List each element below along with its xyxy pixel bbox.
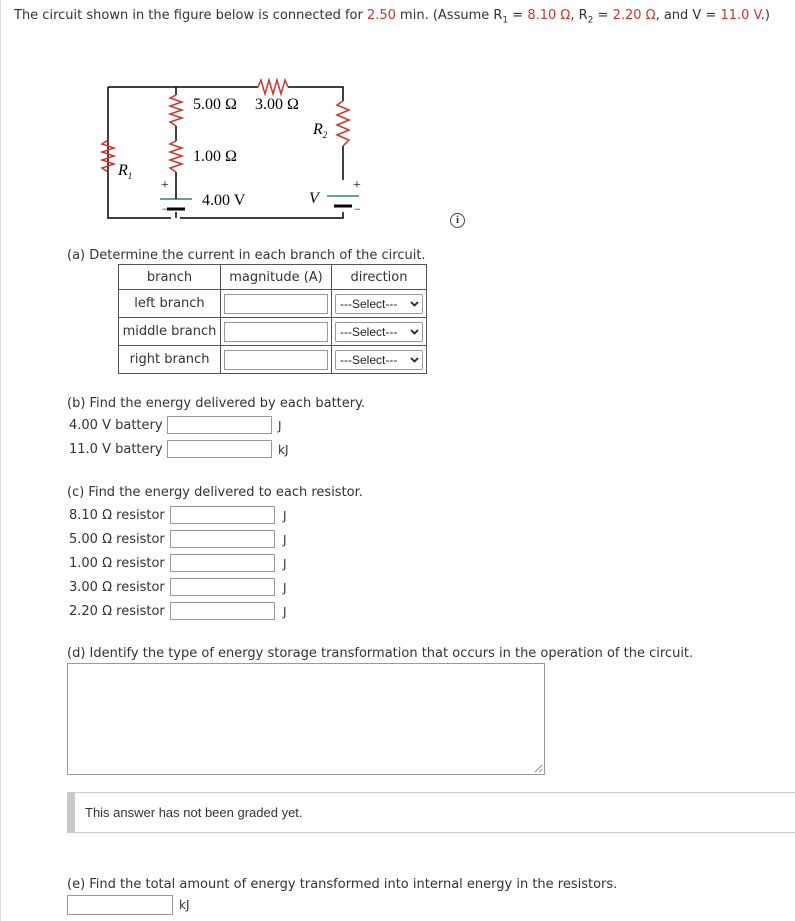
total-internal-energy-unit: kJ <box>179 898 190 912</box>
resistor-1-label: 1.00 Ω resistor <box>69 556 165 571</box>
current-table <box>118 264 427 374</box>
label-minus-left: − <box>162 202 169 216</box>
middle-branch-direction-select[interactable] <box>335 322 423 342</box>
resistor-r2 <box>337 101 349 146</box>
magnitude-cell <box>221 318 332 346</box>
resistor-3-unit: J <box>283 581 287 595</box>
label-v: V <box>309 190 319 207</box>
time-value: 2.50 <box>366 8 396 23</box>
resistor-1-energy-input[interactable] <box>170 554 275 572</box>
branch-middle-label: middle branch <box>119 318 221 346</box>
direction-cell <box>332 346 427 374</box>
status-bar <box>67 793 75 832</box>
battery-4v-energy-input[interactable] <box>167 416 272 434</box>
wire-right-bottom <box>180 212 343 218</box>
header-branch: branch <box>119 265 221 290</box>
left-branch-magnitude-input[interactable] <box>224 294 328 314</box>
part-b-prompt: (b) Find the energy delivered by each battery. <box>67 396 366 411</box>
chevron-down-icon <box>410 301 419 307</box>
resistor-3-energy-input[interactable] <box>170 578 275 596</box>
label-r1 <box>118 162 132 181</box>
r2-value: 2.20 Ω <box>612 8 656 23</box>
table-row <box>119 346 427 374</box>
statement-text: , and V = <box>655 8 721 23</box>
select-value: ---Select--- <box>340 324 398 339</box>
resistor-3-ohm <box>258 80 288 94</box>
table-row <box>119 290 427 318</box>
circuit-diagram <box>0 0 795 240</box>
battery-11v-label: 11.0 V battery <box>69 442 163 457</box>
label-3-ohm: 3.00 Ω <box>255 96 299 113</box>
statement-text: = <box>508 8 528 23</box>
statement-text: min. (Assume R <box>395 8 503 23</box>
label-r2-sub: 2 <box>322 130 328 141</box>
label-r1-letter: R <box>118 162 128 179</box>
table-header-row <box>119 265 427 290</box>
label-plus-right: + <box>353 178 361 193</box>
info-icon[interactable]: i <box>450 213 465 228</box>
r2-subscript: 2 <box>587 15 594 26</box>
resistor-5-ohm <box>170 95 182 126</box>
magnitude-cell <box>221 290 332 318</box>
label-5-ohm: 5.00 Ω <box>193 96 237 113</box>
label-1-ohm: 1.00 Ω <box>193 148 237 165</box>
part-c-prompt: (c) Find the energy delivered to each resistor. <box>67 485 363 500</box>
header-magnitude: magnitude (A) <box>221 265 332 290</box>
select-value: ---Select--- <box>340 296 398 311</box>
part-a-prompt: (a) Determine the current in each branch of the circuit. <box>67 248 426 263</box>
label-r1-sub: 1 <box>127 171 133 182</box>
select-value: ---Select--- <box>340 352 398 367</box>
resistor-8-10-label: 8.10 Ω resistor <box>69 508 165 523</box>
resistor-5-unit: J <box>283 533 287 547</box>
chevron-down-icon <box>410 329 419 335</box>
middle-branch-magnitude-input[interactable] <box>224 322 328 342</box>
battery-4v-label: 4.00 V battery <box>69 418 163 433</box>
resistor-2-20-unit: J <box>283 605 287 619</box>
direction-cell <box>332 290 427 318</box>
magnitude-cell <box>221 346 332 374</box>
resistor-1-unit: J <box>283 557 287 571</box>
resistor-8-10-unit: J <box>283 509 287 523</box>
grading-message: This answer has not been graded yet. <box>85 805 303 820</box>
battery-4v-unit: J <box>278 419 282 433</box>
resistor-5-label: 5.00 Ω resistor <box>69 532 165 547</box>
statement-text: The circuit shown in the figure below is connected for <box>14 8 367 23</box>
branch-left-label: left branch <box>119 290 221 318</box>
battery-11v-unit: kJ <box>278 443 289 457</box>
statement-text: .) <box>760 8 770 23</box>
energy-transformation-textarea[interactable] <box>67 663 545 775</box>
label-plus-left: + <box>161 178 169 193</box>
direction-cell <box>332 318 427 346</box>
label-4v: 4.00 V <box>202 192 246 209</box>
resistor-5-energy-input[interactable] <box>170 530 275 548</box>
branch-right-label: right branch <box>119 346 221 374</box>
resistor-3-label: 3.00 Ω resistor <box>69 580 165 595</box>
battery-11v-energy-input[interactable] <box>167 440 272 458</box>
right-branch-direction-select[interactable] <box>335 350 423 370</box>
chevron-down-icon <box>410 357 419 363</box>
label-minus-right: − <box>354 202 361 216</box>
label-r2 <box>313 121 327 140</box>
resistor-1-ohm <box>170 141 182 172</box>
label-r2-letter: R <box>313 121 323 138</box>
r1-subscript: 1 <box>502 15 509 26</box>
part-d-prompt: (d) Identify the type of energy storage transformation that occurs in the operation of the circuit. <box>67 646 694 661</box>
resistor-2-20-energy-input[interactable] <box>170 602 275 620</box>
resize-grip-icon[interactable] <box>534 764 543 773</box>
part-e-prompt: (e) Find the total amount of energy transformed into internal energy in the resistors. <box>67 877 618 892</box>
statement-text: , R <box>570 8 588 23</box>
statement-text: = <box>593 8 613 23</box>
total-internal-energy-input[interactable] <box>67 895 173 915</box>
resistor-8-10-energy-input[interactable] <box>170 506 275 524</box>
left-branch-direction-select[interactable] <box>335 294 423 314</box>
resistor-2-20-label: 2.20 Ω resistor <box>69 604 165 619</box>
header-direction: direction <box>332 265 427 290</box>
right-branch-magnitude-input[interactable] <box>224 350 328 370</box>
r1-value: 8.10 Ω <box>527 8 571 23</box>
table-row <box>119 318 427 346</box>
grading-status <box>67 792 795 833</box>
v-value: 11.0 V <box>720 8 761 23</box>
